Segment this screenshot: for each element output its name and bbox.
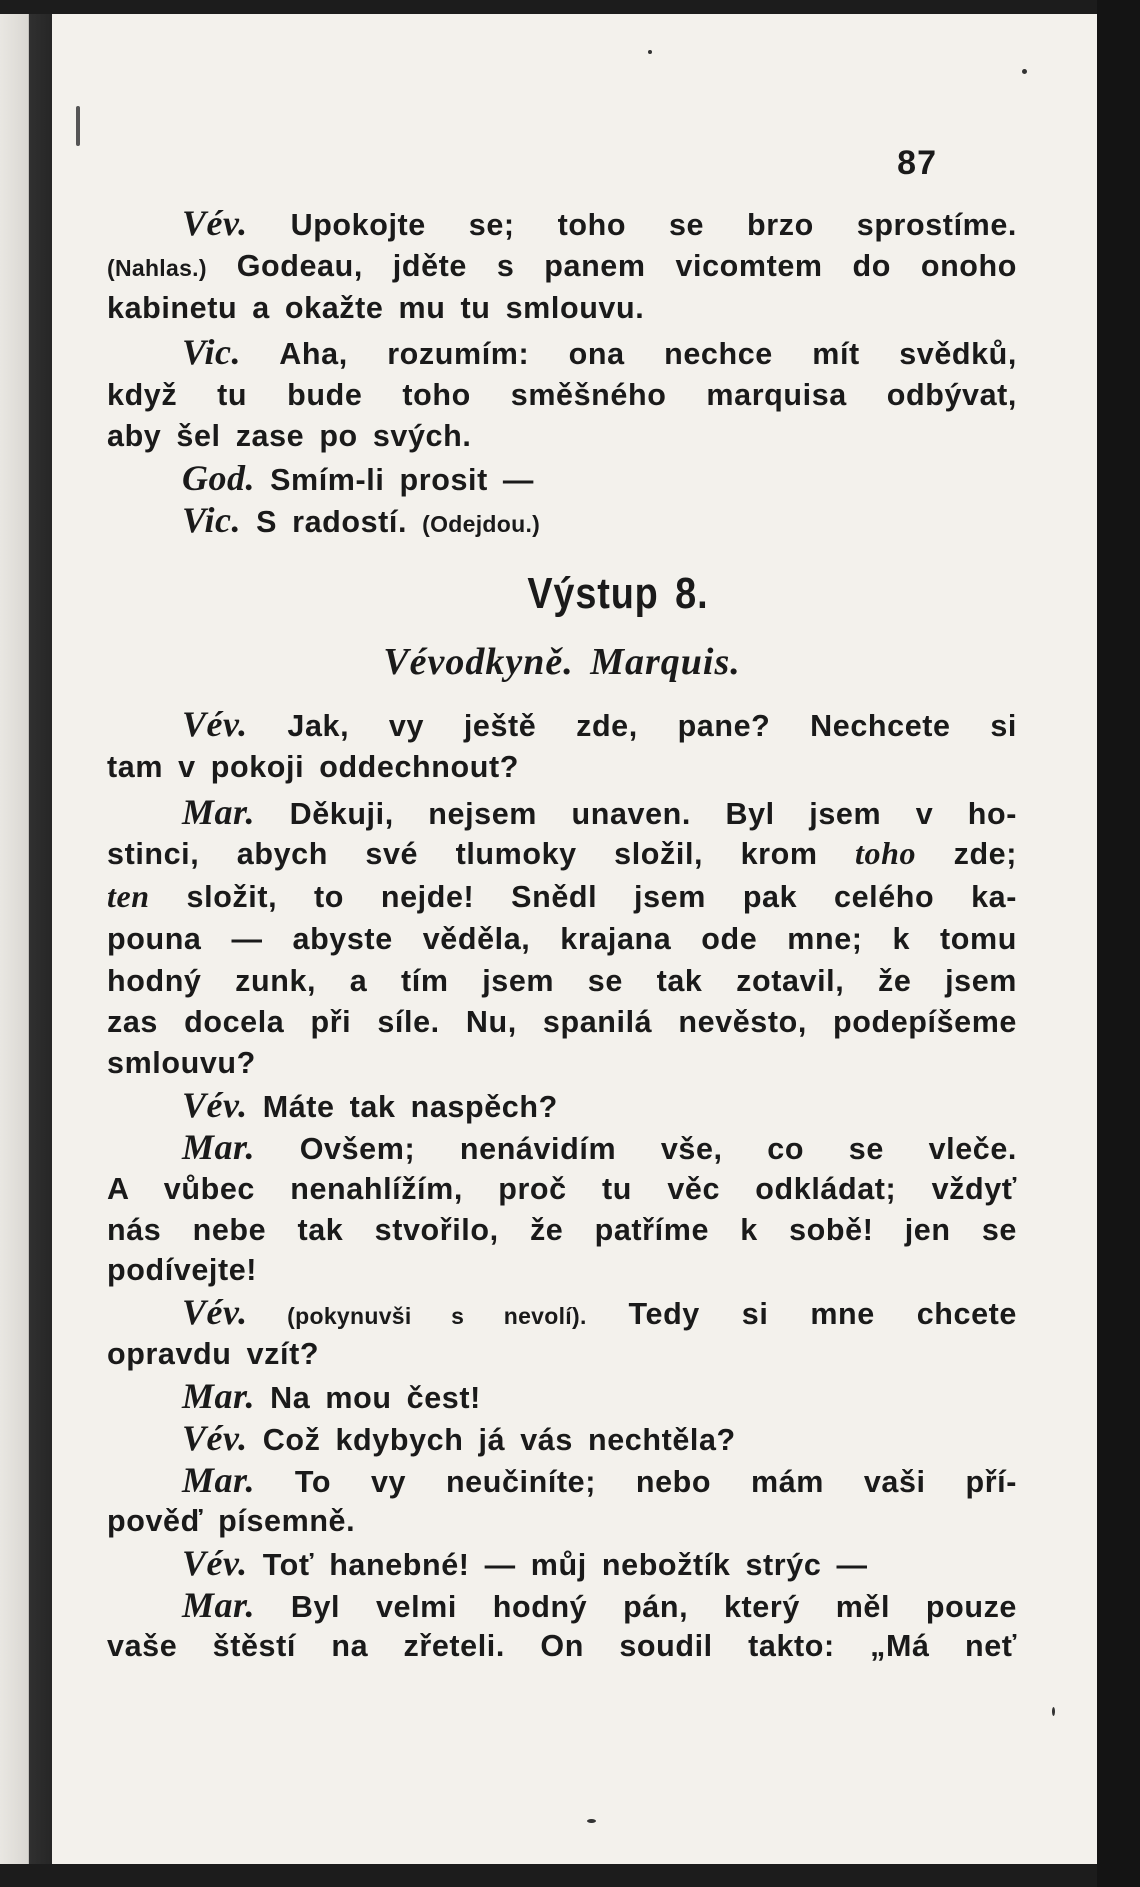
text-line — [107, 203, 1017, 245]
line-text: Smím-li prosit — — [255, 463, 535, 497]
speaker-label: Mar. — [182, 1460, 256, 1500]
speaker-label: Vév. — [182, 1085, 248, 1125]
text-line — [107, 1210, 1017, 1250]
line-text: když tu bude toho směšného marquisa odbývat, — [107, 378, 1017, 412]
text-line — [107, 833, 1017, 874]
speaker-label: Vic. — [182, 500, 242, 540]
dust-speck — [587, 1819, 596, 1823]
text-line — [107, 1292, 1017, 1336]
stage-direction: (Nahlas.) — [107, 255, 207, 281]
page-number: 87 — [897, 144, 937, 182]
line-text: Aha, rozumím: ona nechce mít svědků, — [241, 337, 1017, 371]
speaker-label: Mar. — [182, 792, 256, 832]
line-text: Tedy si mne chcete — [586, 1297, 1017, 1331]
speaker-label: Vév. — [182, 1418, 248, 1458]
line-text: nás nebe tak stvořilo, že patříme k sobě! jen se — [107, 1213, 1017, 1247]
text-line — [107, 1585, 1017, 1627]
text-line — [107, 246, 1017, 288]
text-line — [107, 704, 1017, 746]
line-text: Toť hanebné! — můj nebožtík strýc — — [247, 1548, 868, 1582]
text-line — [107, 876, 1017, 917]
line-text: pověď písemně. — [107, 1504, 356, 1538]
scan-border — [1097, 0, 1140, 1887]
text-line — [107, 1418, 1017, 1460]
line-text: Máte tak naspěch? — [247, 1090, 558, 1124]
scan-mark — [76, 106, 80, 146]
speaker-label: Mar. — [182, 1127, 256, 1167]
speaker-label: Vév. — [182, 704, 248, 744]
line-text: aby šel zase po svých. — [107, 419, 472, 453]
emphasis-word: toho — [855, 835, 917, 871]
text-line — [107, 1460, 1017, 1502]
line-text: Což kdybych já vás nechtěla? — [247, 1423, 736, 1457]
text-line — [107, 416, 1017, 456]
text-line — [107, 792, 1017, 834]
line-text: zas docela při síle. Nu, spanilá nevěsto, podepíšeme — [107, 1005, 1017, 1039]
text-line — [107, 1085, 1017, 1127]
line-text: Ovšem; nenávidím vše, co se vleče. — [255, 1132, 1017, 1166]
text-line — [107, 1169, 1017, 1209]
text-line — [107, 375, 1017, 415]
line-text: S radostí. — [241, 505, 423, 539]
line-text: smlouvu? — [107, 1046, 256, 1080]
speaker-label: Vic. — [182, 332, 242, 372]
scene-title: Výstup 8. — [527, 569, 709, 618]
line-text: Upokojte se; toho se brzo sprostíme. — [247, 208, 1017, 242]
text-line — [107, 747, 1017, 787]
emphasis-word: ten — [107, 878, 150, 914]
text-line — [107, 1002, 1017, 1042]
text-line — [107, 1250, 1017, 1290]
line-text: pouna — abyste věděla, krajana ode mne; k tomu — [107, 922, 1017, 956]
text-line — [107, 288, 1017, 328]
text-line — [107, 1626, 1017, 1666]
line-text: Byl velmi hodný pán, který měl pouze — [255, 1590, 1017, 1624]
text-line — [107, 919, 1017, 959]
line-text: A vůbec nenahlížím, proč tu věc odkládat; vždyť — [107, 1172, 1017, 1206]
speaker-label: Mar. — [182, 1585, 256, 1625]
line-text: To vy neučiníte; nebo mám vaši pří- — [255, 1465, 1017, 1499]
line-text: Godeau, jděte s panem vicomtem do onoho — [206, 249, 1017, 283]
text-line — [107, 500, 1017, 544]
text-line — [107, 458, 1017, 500]
scene-characters: Vévodkyně. Marquis. — [383, 641, 741, 683]
speaker-label: Vév. — [182, 203, 248, 243]
line-text: stinci, abych své tlumoky složil, krom — [107, 837, 856, 871]
line-text: Jak, vy ještě zde, pane? Nechcete si — [247, 709, 1017, 743]
text-line — [107, 1376, 1017, 1418]
dust-speck — [648, 50, 652, 54]
speaker-label: Vév. — [182, 1292, 248, 1332]
dust-speck — [1052, 1707, 1055, 1716]
text-line — [107, 1501, 1017, 1541]
text-line — [107, 332, 1017, 374]
line-text: kabinetu a okažte mu tu smlouvu. — [107, 291, 645, 325]
line-text: tam v pokoji oddechnout? — [107, 750, 519, 784]
line-text: podívejte! — [107, 1253, 258, 1287]
line-text: Na mou čest! — [255, 1381, 481, 1415]
binding-edge — [0, 14, 52, 1864]
line-text: opravdu vzít? — [107, 1337, 320, 1371]
book-page — [52, 14, 1097, 1864]
text-line — [107, 1543, 1017, 1585]
stage-direction: (pokynuvši s nevolí). — [247, 1303, 587, 1329]
line-text: zde; — [916, 837, 1017, 871]
text-line — [107, 1043, 1017, 1083]
text-line — [107, 1127, 1017, 1169]
stage-direction: (Odejdou.) — [422, 511, 541, 537]
line-text: vaše štěstí na zřeteli. On soudil takto: „Má neť — [107, 1629, 1017, 1663]
line-text: Děkuji, nejsem unaven. Byl jsem v ho- — [255, 797, 1017, 831]
line-text: složit, to nejde! Snědl jsem pak celého ka- — [149, 880, 1017, 914]
text-line — [107, 1334, 1017, 1374]
line-text: hodný zunk, a tím jsem se tak zotavil, že jsem — [107, 964, 1017, 998]
speaker-label: God. — [182, 458, 255, 498]
text-line — [107, 961, 1017, 1001]
speaker-label: Mar. — [182, 1376, 256, 1416]
dust-speck — [1022, 69, 1027, 74]
speaker-label: Vév. — [182, 1543, 248, 1583]
